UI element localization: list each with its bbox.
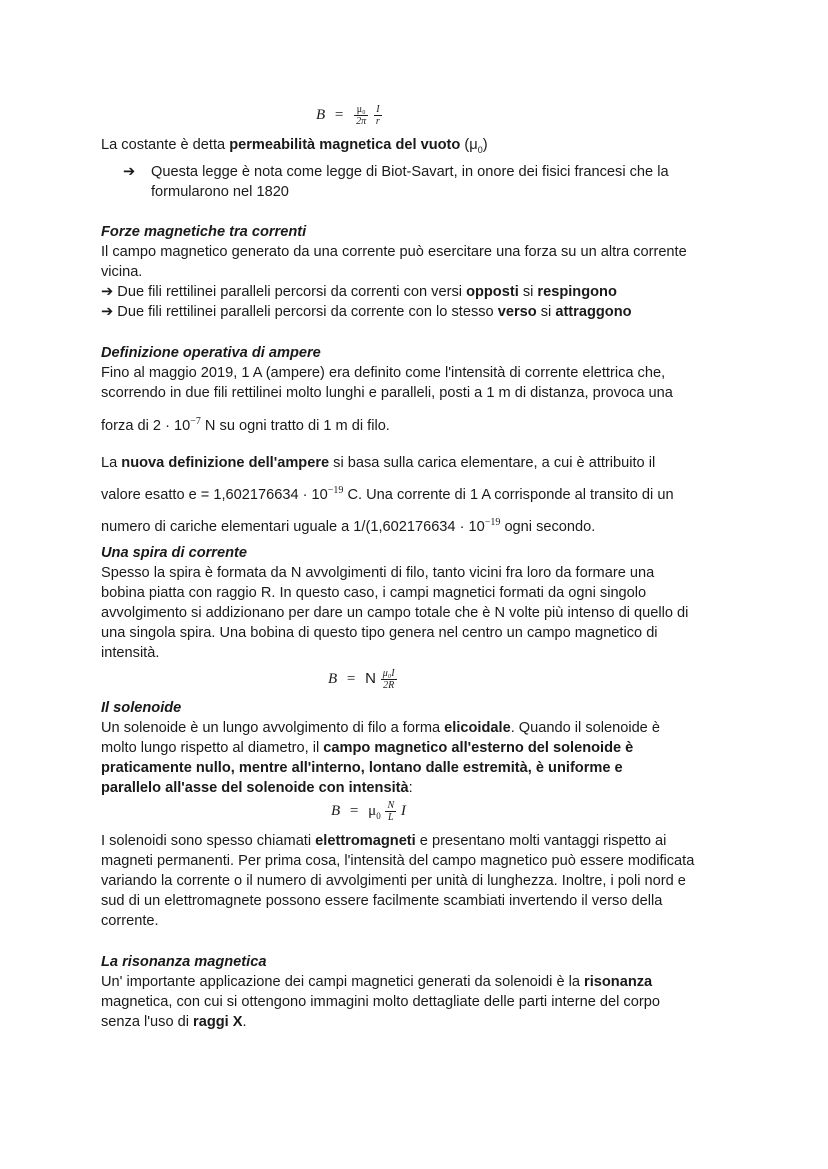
paragraph [101, 831, 741, 931]
text: forza di 2 · 10 [101, 417, 191, 434]
text-line: variando la corrente o il numero di avvolgimenti per unità di lunghezza. Inoltre, i poli nord e [101, 873, 686, 889]
text: si basa sulla carica elementare, a cui è attribuito il [329, 455, 656, 471]
text-line [101, 509, 741, 541]
text-line [101, 738, 741, 758]
paragraph [101, 450, 741, 541]
text-line: Questa legge è nota come legge di Biot-Savart, in onore dei fisici francesi che la [151, 164, 669, 180]
text-line: corrente. [101, 913, 159, 929]
exponent: −7 [190, 416, 201, 427]
text-line: formularono nel 1820 [151, 184, 289, 200]
bold-term: parallelo all'asse del solenoide con intensità [101, 780, 409, 796]
text: C. Una corrente di 1 A corrisponde al transito di un [343, 486, 674, 503]
text-line [101, 412, 741, 436]
subscript: 0 [376, 810, 381, 821]
text-line: Il campo magnetico generato da una corrente può esercitare una forza su un altra corrente [101, 244, 687, 260]
text-line: magnetica, con cui si ottengono immagini molto dettagliate delle parti interne del corpo [101, 994, 660, 1010]
text-line: scorrendo in due fili rettilinei molto lunghi e paralleli, posti a 1 m di distanza, provoca una [101, 385, 673, 401]
formula-fraction [381, 668, 397, 691]
formula-symbol: I [400, 802, 406, 819]
paragraph-constant [101, 135, 741, 160]
bold-term: attraggono [555, 304, 632, 320]
fraction-denominator: 2R [383, 680, 395, 691]
bold-term: elettromagneti [315, 833, 416, 849]
text: ogni secondo. [500, 518, 596, 535]
text: si [518, 284, 538, 300]
text-line: bobina piatta con raggio R. In questo caso, i campi magnetici formati da ogni singolo [101, 585, 647, 601]
exponent: −19 [484, 516, 501, 528]
formula-equals: = [349, 802, 359, 819]
text: valore esatto e = 1,602176634 · 10 [101, 486, 328, 503]
bold-term: opposti [466, 284, 519, 300]
text-line: intensità. [101, 645, 160, 661]
text: Un solenoide è un lungo avvolgimento di filo a forma [101, 720, 445, 736]
subscript: 0 [477, 145, 483, 155]
section-heading: La risonanza magnetica [101, 954, 267, 970]
fraction-numerator: N [387, 800, 395, 811]
list-item [123, 162, 135, 182]
bold-term: verso [497, 304, 537, 320]
fraction-numerator: μ₀ [354, 104, 368, 116]
bold-term: nuova definizione dell'ampere [121, 455, 330, 471]
text: I solenoidi sono spesso chiamati [101, 833, 316, 849]
text: La [101, 455, 122, 471]
text: senza l'uso di [101, 1014, 194, 1030]
text: (μ [464, 137, 478, 153]
text: e presentano molti vantaggi rispetto ai [415, 833, 667, 849]
bold-term: praticamente nullo, mentre all'interno, lontano dalle estremità, è uniforme e [101, 760, 623, 776]
bold-term: campo magnetico all'esterno del solenoide è [323, 740, 634, 756]
solenoid-formula [331, 800, 406, 823]
spira-formula [328, 668, 398, 691]
paragraph [101, 972, 741, 1032]
paragraph [101, 242, 741, 322]
arrow-icon: ➔ [123, 164, 136, 180]
text: si [536, 304, 556, 320]
biot-savart-formula [316, 104, 383, 127]
bold-term: elicoidale [444, 720, 511, 736]
text: Un' importante applicazione dei campi magnetici generati da solenoidi è la [101, 974, 585, 990]
formula-fraction [354, 104, 368, 127]
text-line: una singola spira. Una bobina di questo tipo genera nel centro un campo magnetico di [101, 625, 658, 641]
bold-term: respingono [537, 284, 617, 300]
formula-fraction [374, 104, 382, 127]
text-line [101, 1012, 741, 1032]
section-heading: Una spira di corrente [101, 545, 247, 561]
text: molto lungo rispetto al diametro, il [101, 740, 324, 756]
formula-equals: = [334, 106, 344, 123]
text: La costante è detta [101, 137, 230, 153]
text-line: Fino al maggio 2019, 1 A (ampere) era definito come l'intensità di corrente elettrica che, [101, 365, 666, 381]
text-line: Spesso la spira è formata da N avvolgimenti di filo, tanto vicini fra loro da formare una [101, 565, 655, 581]
formula-equals: = [346, 670, 356, 687]
bold-term: raggi X [193, 1014, 243, 1030]
fraction-numerator: I [374, 104, 382, 116]
list-item-text [151, 162, 751, 202]
fraction-numerator: μ₀I [382, 668, 395, 679]
section-heading: Definizione operativa di ampere [101, 345, 321, 361]
formula-symbol: B [328, 670, 338, 687]
text-line: vicina. [101, 264, 143, 280]
formula-symbol: N [365, 669, 376, 687]
fraction-denominator: r [375, 116, 380, 127]
text: . [242, 1014, 247, 1030]
text-line [101, 718, 741, 738]
text-line: magneti permanenti. Per prima cosa, l'intensità del campo magnetico può essere modificata [101, 853, 695, 869]
fraction-denominator: L [387, 812, 394, 823]
mu-symbol [464, 137, 487, 153]
formula-fraction [385, 800, 396, 823]
list-item [101, 302, 741, 322]
paragraph [101, 718, 741, 798]
text-line: sud di un elettromagnete possono essere facilmente scambiati invertendo il verso della [101, 893, 663, 909]
formula-symbol: B [331, 802, 341, 819]
text: : [408, 780, 413, 796]
text-line [101, 778, 741, 798]
text: ➔ Due fili rettilinei paralleli percorsi da corrente con lo stesso [101, 304, 498, 320]
text: . Quando il solenoide è [510, 720, 660, 736]
bold-term: permeabilità magnetica del vuoto [229, 137, 461, 153]
mu-symbol: μ [368, 802, 377, 819]
fraction-denominator: 2π [356, 116, 367, 127]
text: ➔ Due fili rettilinei paralleli percorsi da correnti con versi [101, 284, 467, 300]
text-line [101, 972, 741, 992]
text: N su ogni tratto di 1 m di filo. [200, 417, 390, 434]
text-line [101, 831, 741, 851]
paragraph [101, 563, 741, 663]
paragraph [101, 363, 741, 436]
text: ) [482, 137, 488, 153]
list-item [101, 282, 741, 302]
text-line: avvolgimento si addizionano per dare un campo totale che è N volte più intenso di quello di [101, 605, 689, 621]
formula-symbol: B [316, 106, 326, 123]
text-line [101, 477, 741, 509]
section-heading: Forze magnetiche tra correnti [101, 224, 307, 240]
text-line [101, 450, 741, 477]
bold-term: risonanza [584, 974, 653, 990]
section-heading: Il solenoide [101, 700, 182, 716]
text: numero di cariche elementari uguale a 1/(1,602176634 · 10 [101, 518, 485, 535]
exponent: −19 [327, 485, 344, 496]
text-line [101, 758, 741, 778]
